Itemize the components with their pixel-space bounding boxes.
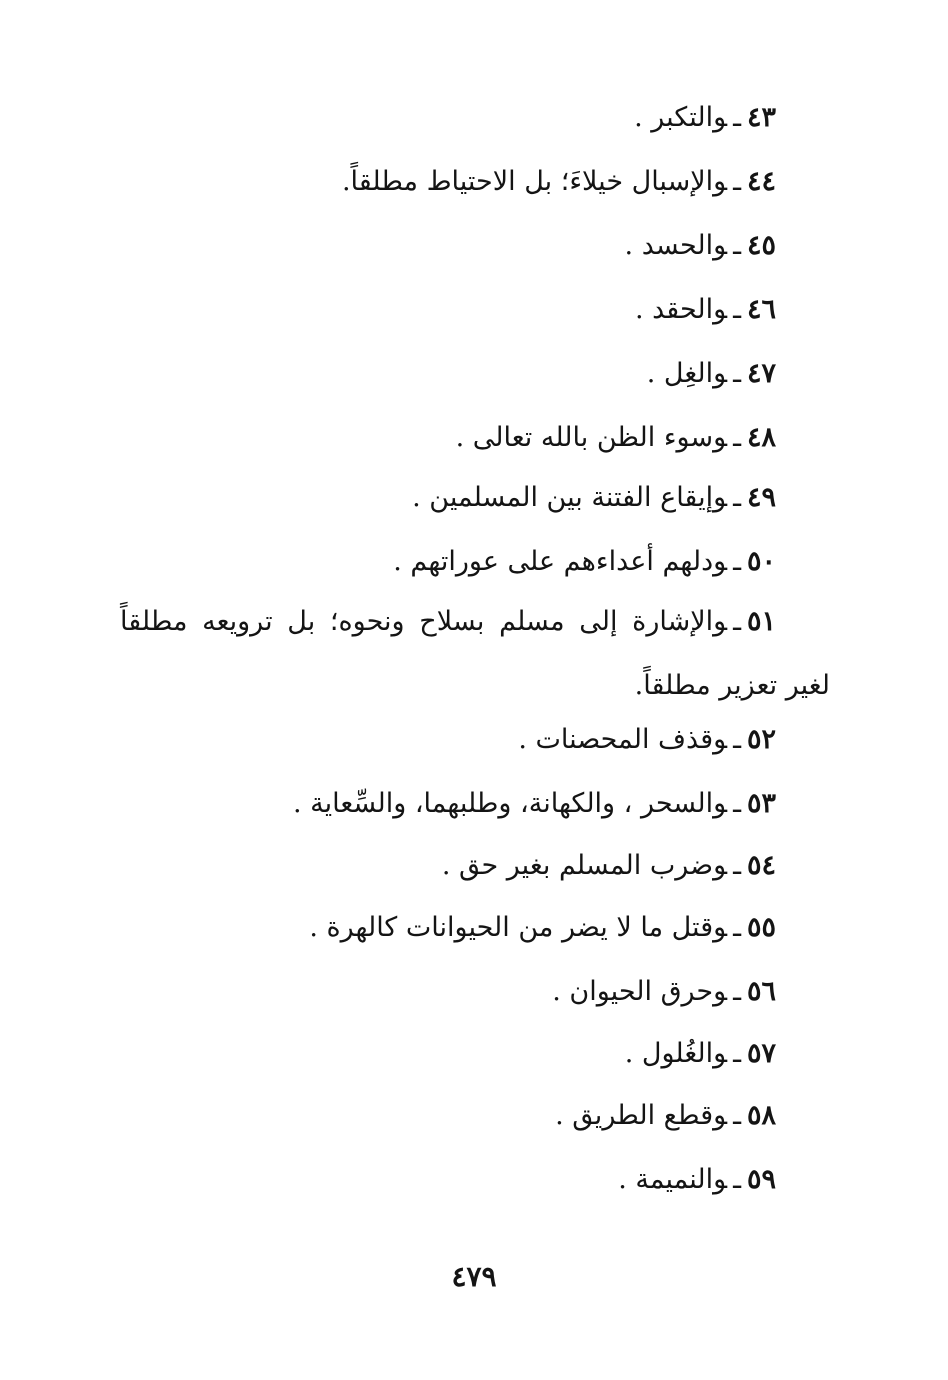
item-dash: ـ	[733, 606, 741, 637]
list-item	[552, 972, 776, 1012]
list-item	[634, 98, 776, 138]
item-dash: ـ	[733, 1038, 741, 1069]
item-number: ٥١	[746, 606, 776, 637]
item-number: ٥٩	[746, 1164, 776, 1195]
list-item	[456, 418, 776, 458]
item-text: ودلهم أعداءهم على عوراتهم .	[393, 546, 728, 577]
item-text: والتكبر .	[634, 102, 728, 133]
list-item	[393, 542, 776, 582]
item-number: ٤٦	[746, 294, 776, 325]
item-text: وقطع الطريق .	[555, 1100, 728, 1131]
item-dash: ـ	[733, 850, 741, 881]
item-text: والإسبال خيلاءَ؛ بل الاحتياط مطلقاً.	[341, 166, 728, 197]
item-text: وضرب المسلم بغير حق .	[441, 850, 728, 881]
item-dash: ـ	[733, 1164, 741, 1195]
item-dash: ـ	[733, 1100, 741, 1131]
list-item	[625, 226, 776, 266]
list-item	[442, 846, 776, 886]
item-number: ٤٨	[746, 422, 776, 453]
item-number: ٥٢	[746, 724, 776, 755]
list-item	[555, 1096, 776, 1136]
item-text: والإشارة إلى مسلم بسلاح ونحوه؛ بل ترويعه مطلقاً لغير تعزير مطلقاً.	[120, 606, 830, 701]
list-item	[412, 478, 776, 518]
item-number: ٥٧	[746, 1038, 776, 1069]
item-dash: ـ	[733, 976, 741, 1007]
item-number: ٥٣	[746, 788, 776, 819]
item-text: وحرق الحيوان .	[552, 976, 728, 1007]
item-number: ٥٨	[746, 1100, 776, 1131]
item-text: والنميمة .	[618, 1164, 728, 1195]
list-item	[120, 590, 830, 718]
item-text: والسحر ، والكهانة، وطلبهما، والسِّعاية .	[293, 788, 728, 819]
item-text: وقذف المحصنات .	[518, 724, 728, 755]
item-dash: ـ	[733, 482, 741, 513]
list-item	[647, 354, 776, 394]
item-text: والغِل .	[646, 358, 728, 389]
item-number: ٥٤	[746, 850, 776, 881]
item-number: ٥٥	[746, 912, 776, 943]
list-item	[293, 784, 776, 824]
list-item	[518, 720, 776, 760]
item-dash: ـ	[733, 358, 741, 389]
item-number: ٥٦	[746, 976, 776, 1007]
item-dash: ـ	[733, 294, 741, 325]
item-text: والحسد .	[624, 230, 728, 261]
item-text: والحقد .	[634, 294, 728, 325]
item-dash: ـ	[733, 102, 741, 133]
list-item	[635, 290, 776, 330]
list-item	[625, 1034, 776, 1074]
list-item	[309, 908, 776, 948]
item-dash: ـ	[733, 546, 741, 577]
item-text: والغُلول .	[624, 1038, 728, 1069]
item-number: ٥٠	[746, 546, 776, 577]
item-dash: ـ	[733, 912, 741, 943]
item-number: ٤٣	[746, 102, 776, 133]
item-text: وقتل ما لا يضر من الحيوانات كالهرة .	[309, 912, 728, 943]
item-dash: ـ	[733, 230, 741, 261]
item-number: ٤٩	[746, 482, 776, 513]
item-dash: ـ	[733, 166, 741, 197]
item-dash: ـ	[733, 422, 741, 453]
item-dash: ـ	[733, 724, 741, 755]
item-number: ٤٥	[746, 230, 776, 261]
item-text: وسوء الظن بالله تعالى .	[455, 422, 728, 453]
page-number: ٤٧٩	[451, 1260, 497, 1293]
item-text: وإيقاع الفتنة بين المسلمين .	[412, 482, 728, 513]
item-dash: ـ	[733, 788, 741, 819]
item-number: ٤٧	[746, 358, 776, 389]
item-number: ٤٤	[746, 166, 776, 197]
list-item	[342, 162, 776, 202]
list-item	[618, 1160, 776, 1200]
